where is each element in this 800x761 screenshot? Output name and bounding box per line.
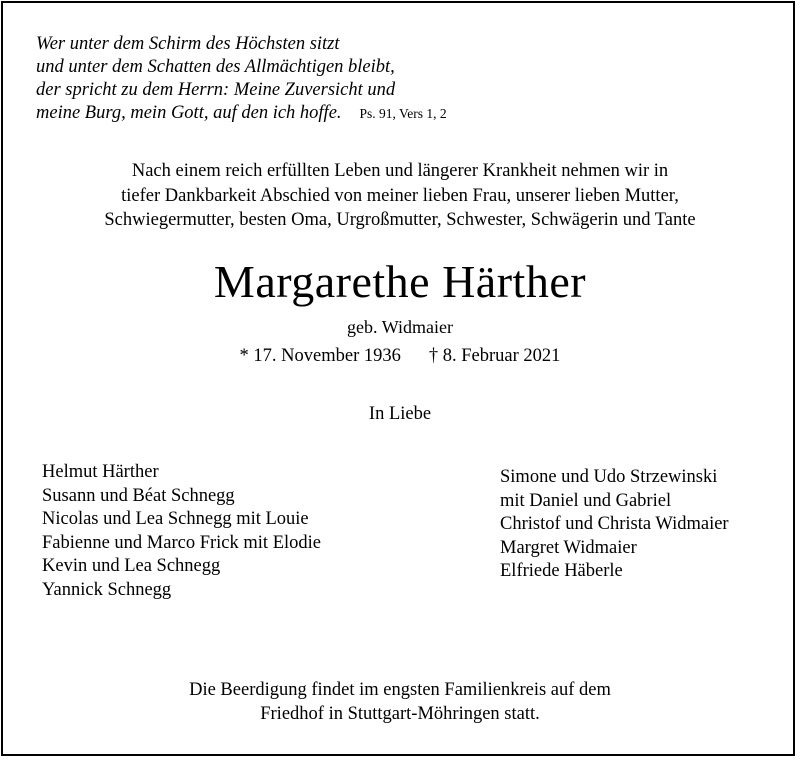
intro-line: tiefer Dankbarkeit Abschied von meiner lieben Frau, unserer lieben Mutter, — [121, 185, 679, 206]
psalm-line: und unter dem Schatten des Allmächtigen bleibt, — [36, 57, 395, 77]
mourner-name: Fabienne und Marco Frick mit Elodie — [42, 532, 321, 553]
psalm-reference: Ps. 91, Vers 1, 2 — [359, 106, 447, 121]
life-dates — [0, 345, 800, 367]
mourner-name: Christof und Christa Widmaier — [500, 514, 729, 535]
mourner-name: mit Daniel und Gabriel — [500, 490, 672, 511]
intro-line: Nach einem reich erfüllten Leben und längerer Krankheit nehmen wir in — [131, 161, 669, 181]
psalm-quote — [36, 33, 447, 125]
funeral-notice — [0, 678, 800, 726]
psalm-line-text: meine Burg, mein Gott, auf den ich hoffe. — [36, 103, 342, 123]
psalm-line-last — [36, 102, 447, 125]
funeral-line: Die Beerdigung findet im engsten Familienkreis auf dem — [189, 680, 611, 700]
mourner-name: Margret Widmaier — [500, 537, 637, 558]
mourner-name: Nicolas und Lea Schnegg mit Louie — [42, 509, 309, 530]
mourner-name: Yannick Schnegg — [42, 579, 172, 600]
psalm-line: der spricht zu dem Herrn: Meine Zuversicht und — [36, 80, 396, 100]
birth-date: * 17. November 1936 — [239, 346, 401, 366]
psalm-line: Wer unter dem Schirm des Höchsten sitzt — [36, 34, 340, 54]
mourner-name: Susann und Béat Schnegg — [42, 485, 235, 506]
mourner-name: Simone und Udo Strzewinski — [500, 467, 718, 487]
mourner-name: Helmut Härther — [42, 462, 159, 482]
mourners-right-column — [500, 466, 729, 584]
mourner-name: Elfriede Häberle — [500, 561, 623, 582]
in-love-heading: In Liebe — [368, 404, 432, 424]
mourner-name: Kevin und Lea Schnegg — [42, 556, 221, 577]
mourners-left-column — [42, 461, 321, 603]
funeral-line: Friedhof in Stuttgart-Möhringen statt. — [260, 704, 540, 724]
death-date: † 8. Februar 2021 — [428, 346, 561, 366]
intro-line: Schwiegermutter, besten Oma, Urgroßmutter, Schwester, Schwägerin und Tante — [104, 210, 696, 230]
maiden-name: geb. Widmaier — [347, 317, 453, 337]
intro-text — [0, 159, 800, 233]
deceased-name: Margarethe Härther — [213, 256, 587, 307]
